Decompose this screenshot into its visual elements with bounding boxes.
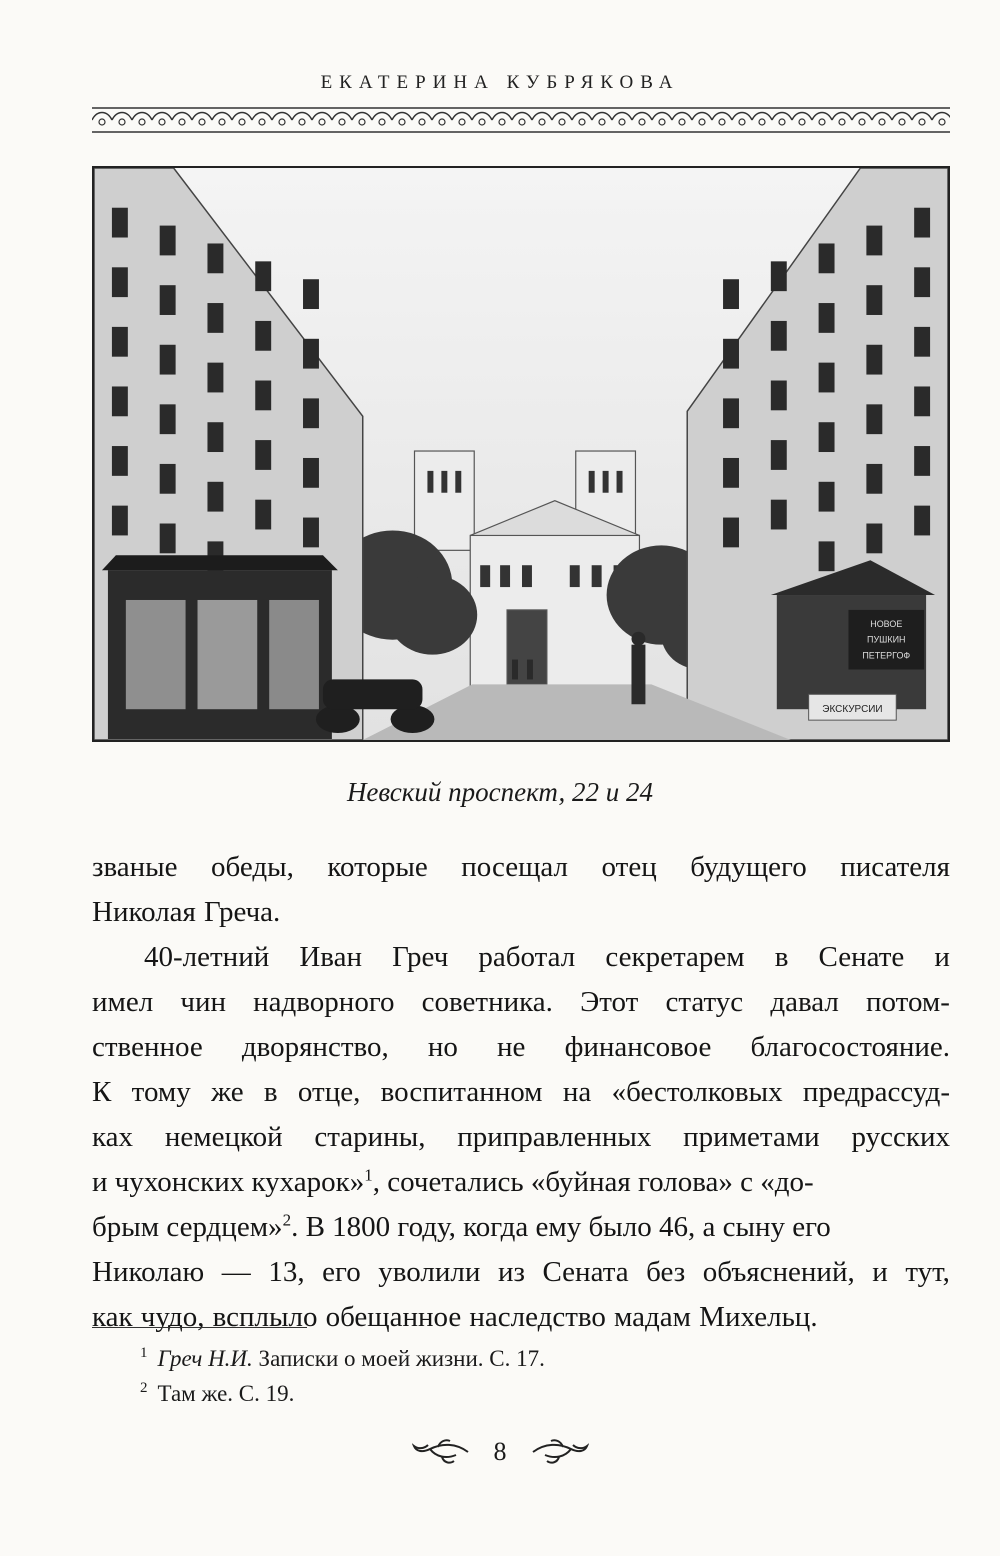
window xyxy=(160,285,176,315)
word: посещал xyxy=(461,851,569,883)
window xyxy=(866,404,882,434)
footnote: $^1$ Греч Н.И. Записки о моей жизни. С. 17. xyxy=(140,1345,545,1371)
word: благосостояние. xyxy=(750,1031,950,1063)
ornament-curl xyxy=(619,119,625,125)
window xyxy=(819,422,835,452)
word: званые xyxy=(92,851,178,883)
ornamental-border xyxy=(92,106,950,134)
kiosk-sign-line: НОВОЕ xyxy=(870,618,903,629)
word: «бестолковых xyxy=(611,1076,783,1108)
street-photograph xyxy=(92,166,950,742)
window xyxy=(771,261,787,291)
word: всплыло xyxy=(212,1301,318,1333)
window xyxy=(207,422,223,452)
word: ственное xyxy=(92,1031,203,1063)
window xyxy=(771,321,787,351)
word: предрассуд- xyxy=(802,1076,950,1108)
ornament-curl xyxy=(799,119,805,125)
text-line xyxy=(92,1295,950,1340)
window xyxy=(771,500,787,530)
window xyxy=(255,381,271,411)
ornament-curl xyxy=(119,119,125,125)
word: русских xyxy=(851,1121,950,1153)
word: тут, xyxy=(905,1256,950,1288)
window xyxy=(723,279,739,309)
word: Сенате xyxy=(818,941,905,973)
ornament-curl xyxy=(759,119,765,125)
ornament-curl xyxy=(879,119,885,125)
word: будущего xyxy=(690,851,807,883)
word: имел xyxy=(92,986,154,1018)
ornament-curl xyxy=(339,119,345,125)
word: финансовое xyxy=(564,1031,712,1063)
word: объяснений, xyxy=(702,1256,855,1288)
word: Этот xyxy=(580,986,639,1018)
word: воспитанном xyxy=(380,1076,543,1108)
word: старины, xyxy=(314,1121,426,1153)
footnote: $^2$ Там же. С. 19. xyxy=(140,1380,295,1406)
word: Греч xyxy=(392,941,449,973)
window xyxy=(914,327,930,357)
ornament-curl xyxy=(479,119,485,125)
word: его xyxy=(322,1256,361,1288)
word: приправленных xyxy=(457,1121,652,1153)
ornament-curl xyxy=(219,119,225,125)
word: статус xyxy=(665,986,744,1018)
window xyxy=(207,303,223,333)
word: в xyxy=(774,941,789,973)
ornament-curl xyxy=(439,119,445,125)
window xyxy=(819,303,835,333)
ornament-curl xyxy=(199,119,205,125)
text-line xyxy=(92,935,950,980)
word: писателя xyxy=(840,851,950,883)
left-leaf-ornament-icon xyxy=(412,1437,470,1467)
ornament-curl xyxy=(299,119,305,125)
window xyxy=(914,446,930,476)
ornament-curl xyxy=(579,119,585,125)
ornament-curl xyxy=(319,119,325,125)
ornament-curl xyxy=(459,119,465,125)
window xyxy=(255,321,271,351)
text-line: брым сердцем»$^2$. В 1800 году, когда ему было 46, а сыну его xyxy=(92,1210,831,1243)
word: мадам xyxy=(614,1301,692,1333)
word: как xyxy=(92,1301,133,1333)
window xyxy=(819,243,835,273)
footnote-ref: 1 xyxy=(364,1165,373,1185)
word: из xyxy=(497,1256,525,1288)
word: обеды, xyxy=(211,851,294,883)
ornament-curl xyxy=(599,119,605,125)
word: же xyxy=(211,1076,244,1108)
word: на xyxy=(562,1076,592,1108)
window xyxy=(303,398,319,428)
word: не xyxy=(497,1031,526,1063)
window xyxy=(303,518,319,548)
window xyxy=(112,386,128,416)
window xyxy=(160,345,176,375)
kiosk-sign-line: ПУШКИН xyxy=(867,634,906,645)
window xyxy=(819,482,835,512)
window xyxy=(112,208,128,238)
word: Михельц. xyxy=(699,1301,818,1333)
word: обещанное xyxy=(325,1301,462,1333)
window xyxy=(723,339,739,369)
window xyxy=(914,208,930,238)
text-line xyxy=(92,1070,950,1115)
ornament-curl xyxy=(639,119,645,125)
window xyxy=(723,518,739,548)
word: К xyxy=(92,1076,112,1108)
ornament-curl xyxy=(419,119,425,125)
word: секретарем xyxy=(605,941,745,973)
ornament-curl xyxy=(99,119,105,125)
window xyxy=(160,404,176,434)
word: отце, xyxy=(297,1076,361,1108)
ornament-curl xyxy=(699,119,705,125)
window xyxy=(771,440,787,470)
running-head: ЕКАТЕРИНА КУБРЯКОВА xyxy=(320,72,680,93)
word: которые xyxy=(327,851,428,883)
word: отец xyxy=(601,851,657,883)
ornament-curl xyxy=(859,119,865,125)
window xyxy=(866,524,882,554)
window xyxy=(160,524,176,554)
window xyxy=(303,458,319,488)
word: приметами xyxy=(683,1121,820,1153)
ornament-curl xyxy=(379,119,385,125)
word: но xyxy=(427,1031,458,1063)
window xyxy=(866,226,882,256)
word: надворного xyxy=(253,986,395,1018)
word: советника. xyxy=(421,986,553,1018)
word: и xyxy=(872,1256,888,1288)
ornament-curl xyxy=(259,119,265,125)
ornament-curl xyxy=(499,119,505,125)
word: наследство xyxy=(469,1301,606,1333)
window xyxy=(112,327,128,357)
ornament-curl xyxy=(659,119,665,125)
kiosk-sign-line: ПЕТЕРГОФ xyxy=(862,650,911,661)
window xyxy=(723,458,739,488)
word: и xyxy=(934,941,950,973)
word: Николая xyxy=(92,896,196,928)
ornament-curl xyxy=(679,119,685,125)
word: дворянство, xyxy=(241,1031,389,1063)
word: потом- xyxy=(866,986,950,1018)
ornament-curl xyxy=(919,119,925,125)
window xyxy=(255,500,271,530)
window xyxy=(112,267,128,297)
ornament-curl xyxy=(139,119,145,125)
ornament-curl xyxy=(359,119,365,125)
window xyxy=(771,381,787,411)
word: уволили xyxy=(378,1256,481,1288)
ornament-curl xyxy=(539,119,545,125)
ornament-curl xyxy=(779,119,785,125)
word: Сената xyxy=(542,1256,629,1288)
window xyxy=(207,363,223,393)
ornament-curl xyxy=(839,119,845,125)
word: Иван xyxy=(299,941,362,973)
window xyxy=(112,506,128,536)
window xyxy=(207,243,223,273)
word: ках xyxy=(92,1121,134,1153)
window xyxy=(207,482,223,512)
word: Греча. xyxy=(204,896,281,928)
left-newsstand xyxy=(102,555,338,739)
word: тому xyxy=(131,1076,191,1108)
window xyxy=(819,363,835,393)
page-number: 8 xyxy=(493,1437,507,1466)
word: 40-летний xyxy=(144,941,270,973)
ornament-curl xyxy=(519,119,525,125)
window xyxy=(303,279,319,309)
word: без xyxy=(646,1256,686,1288)
ornament-curl xyxy=(559,119,565,125)
ornament-curl xyxy=(739,119,745,125)
text-line xyxy=(92,1115,950,1160)
word: работал xyxy=(478,941,576,973)
footnotes xyxy=(140,1341,940,1411)
window xyxy=(866,464,882,494)
word: давал xyxy=(770,986,839,1018)
right-leaf-ornament-icon xyxy=(531,1437,589,1467)
window xyxy=(160,464,176,494)
window xyxy=(723,398,739,428)
window xyxy=(914,386,930,416)
body-text xyxy=(92,845,950,1340)
window xyxy=(914,267,930,297)
text-line xyxy=(92,890,950,935)
window xyxy=(160,226,176,256)
footnote-ref: 2 xyxy=(282,1210,292,1230)
ornament-curl xyxy=(159,119,165,125)
ornament-curl xyxy=(819,119,825,125)
page-folio xyxy=(0,1432,1000,1472)
window xyxy=(303,339,319,369)
text-line xyxy=(92,845,950,890)
word: — xyxy=(221,1256,251,1288)
word: 13, xyxy=(268,1256,305,1288)
text-line xyxy=(92,1025,950,1070)
window xyxy=(255,440,271,470)
ornament-curl xyxy=(239,119,245,125)
text-line: и чухонских кухарок»$^1$, сочетались «буйная голова» с «до- xyxy=(92,1165,814,1198)
footnote-separator xyxy=(92,1327,307,1328)
text-line xyxy=(92,1250,950,1295)
ornament-curl xyxy=(399,119,405,125)
window xyxy=(255,261,271,291)
window xyxy=(112,446,128,476)
word: в xyxy=(263,1076,278,1108)
kiosk-box-label: ЭКСКУРСИИ xyxy=(822,704,883,716)
window xyxy=(819,541,835,571)
window xyxy=(866,345,882,375)
word: Николаю xyxy=(92,1256,205,1288)
word: чудо, xyxy=(140,1301,205,1333)
text-line xyxy=(92,980,950,1025)
photo-caption: Невский проспект, 22 и 24 xyxy=(346,777,654,807)
ornament-curl xyxy=(179,119,185,125)
window xyxy=(866,285,882,315)
ornament-curl xyxy=(719,119,725,125)
ornament-curl xyxy=(899,119,905,125)
window xyxy=(914,506,930,536)
ornament-curl xyxy=(279,119,285,125)
ornament-curl xyxy=(939,119,945,125)
word: чин xyxy=(180,986,226,1018)
word: немецкой xyxy=(164,1121,283,1153)
